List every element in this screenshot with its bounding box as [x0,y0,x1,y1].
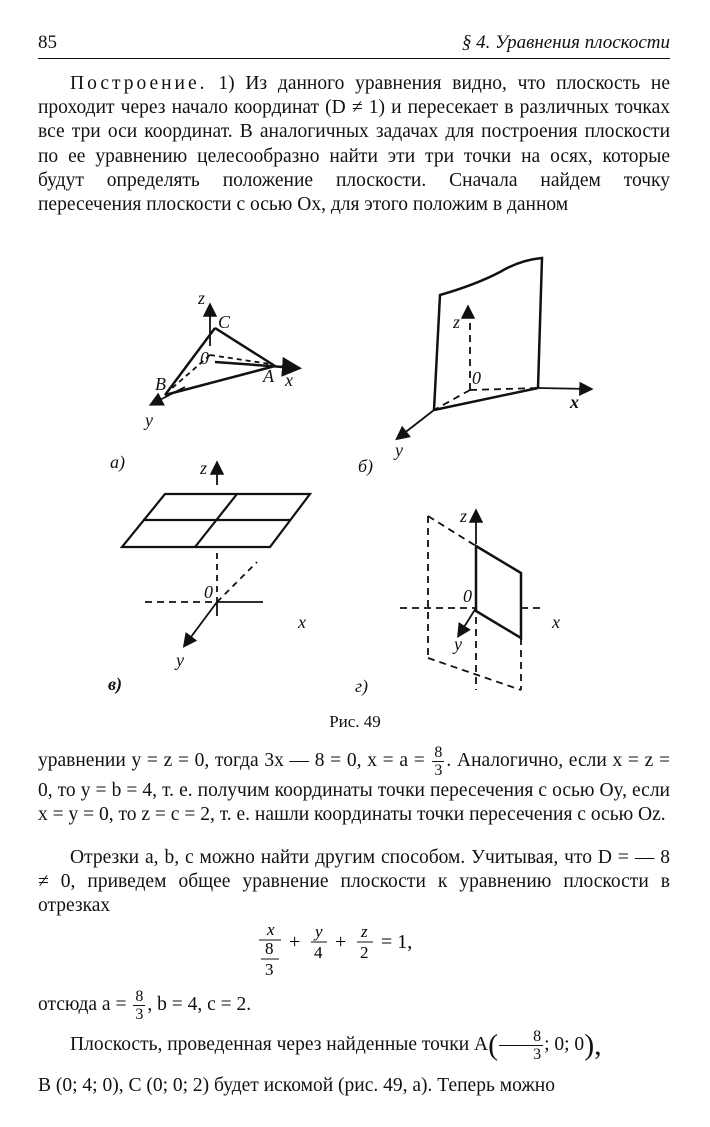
construction-lead: Построение. [70,73,208,94]
panel-v-origin-label: 0 [204,582,213,602]
panel-b-z-label: z [453,312,461,332]
panel-a-x-label: x [285,370,293,390]
intersections-text-a: уравнении y = z = 0, тогда 3x — 8 = 0, x = a = [38,749,431,771]
panel-a-origin-label: 0 [200,348,209,368]
panel-a-b-label: B [155,374,166,394]
fraction-a-denominator: 3 [434,762,443,779]
fraction-point-a-numerator: 8 [499,1028,543,1046]
formula-rhs: = 1, [381,931,413,953]
paragraph-intercept-form: Отрезки a, b, c можно найти другим способом. Учитывая, что D = — 8 ≠ 0, приведем общее уравнение плоскости к уравнению плоскости в отрезках [38,847,670,917]
fraction-a-numerator: 8 [434,744,443,761]
page-header [38,30,670,59]
formula-eight: 8 [265,939,274,958]
paragraph-result [38,988,670,1023]
result-prefix: отсюда a = [38,993,132,1015]
panel-v-label: в) [108,674,123,694]
panel-b-y-label: y [395,440,403,460]
fraction-point-a-denominator: 3 [533,1046,542,1063]
panel-g-origin-label: 0 [463,586,472,606]
panel-v [122,464,310,645]
fraction-result-numerator: 8 [135,988,144,1005]
formula-four: 4 [314,943,323,962]
formula-plus-2: + [335,931,347,953]
panel-g-y-label: y [454,634,462,654]
formula-two: 2 [360,943,369,962]
panel-a-a-label: A [263,366,274,386]
paragraph-conclusion-cont: B (0; 4; 0), C (0; 0; 2) будет искомой (рис. 49, а). Теперь можно [38,1075,555,1096]
formula-x: x [267,920,275,939]
page-number: 85 [38,32,57,53]
formula-y: y [315,922,323,941]
panel-b [398,258,590,438]
fraction-result-value [133,988,145,1023]
fraction-point-a [499,1028,543,1063]
paragraph-construction-text: 1) Из данного уравнения видно, что плоскость не проходит через начало координат (D ≠ 1) и пересекает в различных точках все три оси координат. В аналогичных задачах для построения плоскости по ее уравнению целесообразно найти эти три точки на осях, которые будут определять положение плоскости. Сначала найдем точку пересечения плоскости с осью Ox, для этого положим в данном [38,73,670,216]
intercept-equation [255,918,485,980]
formula-plus-1: + [289,931,301,953]
intersections-text-b: . Аналогично, если x = z = 0, то y = b = 4, т. е. получим координаты точки пересечения с осью Oy, если x = y = 0, то z = c = 2, т. е. нашли координаты точки пересечения с осью Oz. [38,749,670,826]
conclusion-part-2: ; 0; 0 [544,1033,585,1055]
figure-49 [0,250,710,740]
panel-b-label: б) [358,456,374,476]
panel-g-z-label: z [460,506,468,526]
panel-a-label: а) [110,452,125,472]
paragraph-intersections [38,744,670,827]
figure-caption: Рис. 49 [329,712,381,731]
paragraph-construction [38,72,670,217]
paragraph-conclusion: Плоскость, проведенная через найденные точки A( $\frac{8}{3}$ ; 0; 0), [70,1028,602,1063]
panel-g-label: г) [355,676,369,696]
figure-49-drawing [0,250,710,740]
result-suffix: , b = 4, c = 2. [147,993,252,1015]
panel-a-z-label: z [198,288,206,308]
fraction-a-value [432,744,444,779]
panel-v-y-label: y [176,650,184,670]
formula-three: 3 [265,960,274,979]
running-title: § 4. Уравнения плоскости [461,32,670,53]
panel-v-x-label: x [298,612,306,632]
panel-a-c-label: C [218,312,231,332]
conclusion-part-1: Плоскость, проведенная через найденные точки A [70,1033,489,1055]
panel-b-x-label: x [570,392,579,412]
formula-z: z [361,922,368,941]
panel-b-origin-label: 0 [472,368,481,388]
fraction-result-denominator: 3 [135,1006,144,1023]
panel-g-x-label: x [552,612,560,632]
panel-a-y-label: y [145,410,153,430]
panel-v-z-label: z [200,458,208,478]
